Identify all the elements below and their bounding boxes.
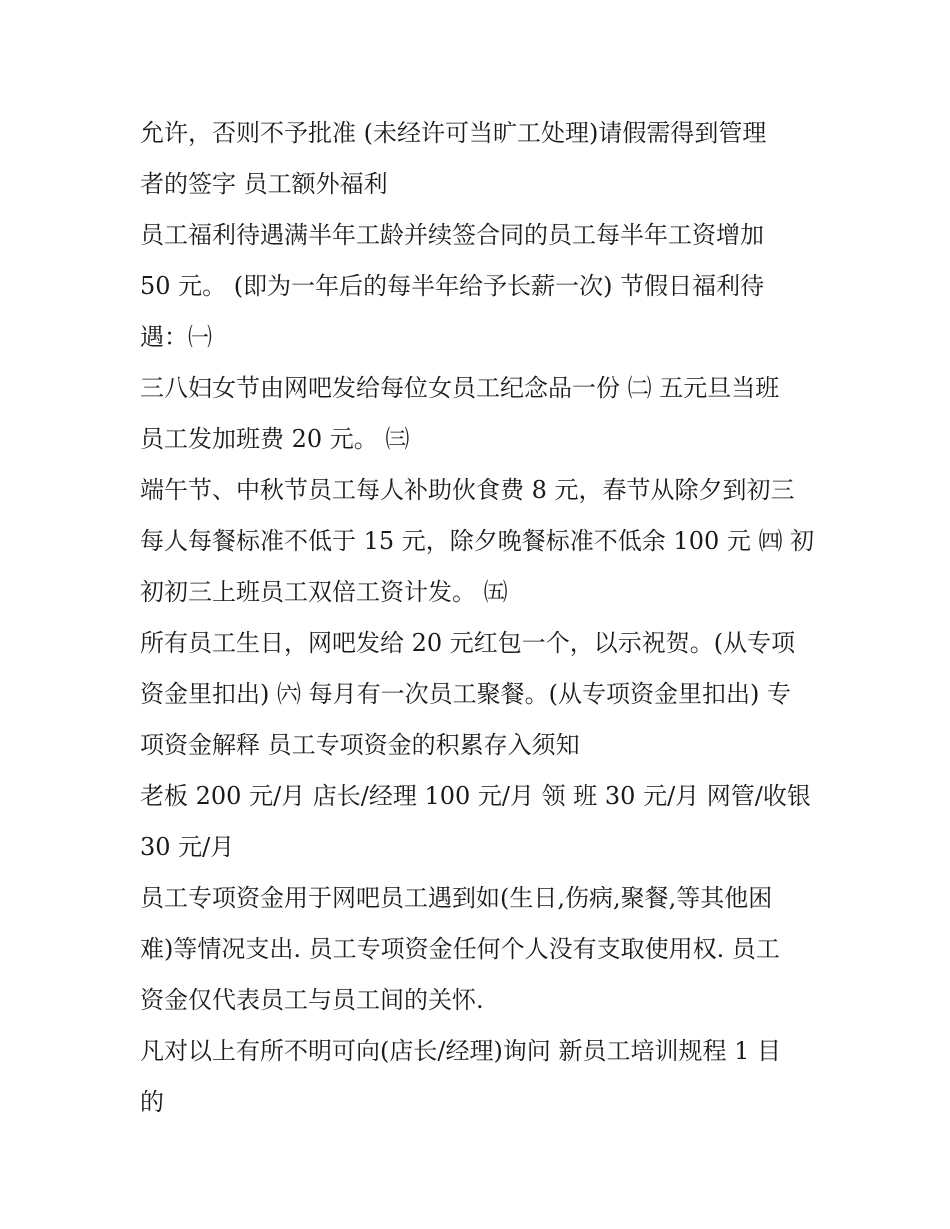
- text-line: 凡对以上有所不明可向(店长/经理)询问 新员工培训规程 1 目: [140, 1037, 781, 1065]
- text-line: 资金里扣出) ㈥ 每月有一次员工聚餐。(从专项资金里扣出) 专: [140, 680, 791, 708]
- text-line: 员工专项资金用于网吧员工遇到如(生日,伤病,聚餐,等其他困: [140, 884, 773, 912]
- text-line: 三八妇女节由网吧发给每位女员工纪念品一份 ㈡ 五元旦当班: [140, 374, 780, 402]
- text-line: 老板 200 元/月 店长/经理 100 元/月 领 班 30 元/月 网管/收银: [140, 782, 811, 810]
- text-line: 难)等情况支出. 员工专项资金任何个人没有支取使用权. 员工: [140, 935, 780, 963]
- text-line: 30 元/月: [140, 833, 235, 861]
- text-line: 员工发加班费 20 元。 ㈢: [140, 425, 410, 453]
- text-line: 50 元。 (即为一年后的每半年给予长薪一次) 节假日福利待: [140, 272, 765, 300]
- text-line: 初初三上班员工双倍工资计发。 ㈤: [140, 578, 508, 606]
- body-text: [140, 108, 820, 1128]
- text-line: 端午节、中秋节员工每人补助伙食费 8 元，春节从除夕到初三: [140, 476, 795, 504]
- text-line: 每人每餐标准不低于 15 元，除夕晚餐标准不低余 100 元 ㈣ 初: [140, 527, 815, 555]
- text-line: 允许，否则不予批准 (未经许可当旷工处理)请假需得到管理: [140, 119, 767, 147]
- text-line: 者的签字 员工额外福利: [140, 170, 388, 198]
- text-line: 资金仅代表员工与员工间的关怀.: [140, 986, 484, 1014]
- text-line: 的: [140, 1088, 164, 1116]
- text-line: 员工福利待遇满半年工龄并续签合同的员工每半年工资增加: [140, 221, 764, 249]
- text-line: 遇：㈠: [140, 323, 212, 351]
- text-line: 所有员工生日，网吧发给 20 元红包一个，以示祝贺。(从专项: [140, 629, 796, 657]
- text-line: 项资金解释 员工专项资金的积累存入须知: [140, 731, 580, 759]
